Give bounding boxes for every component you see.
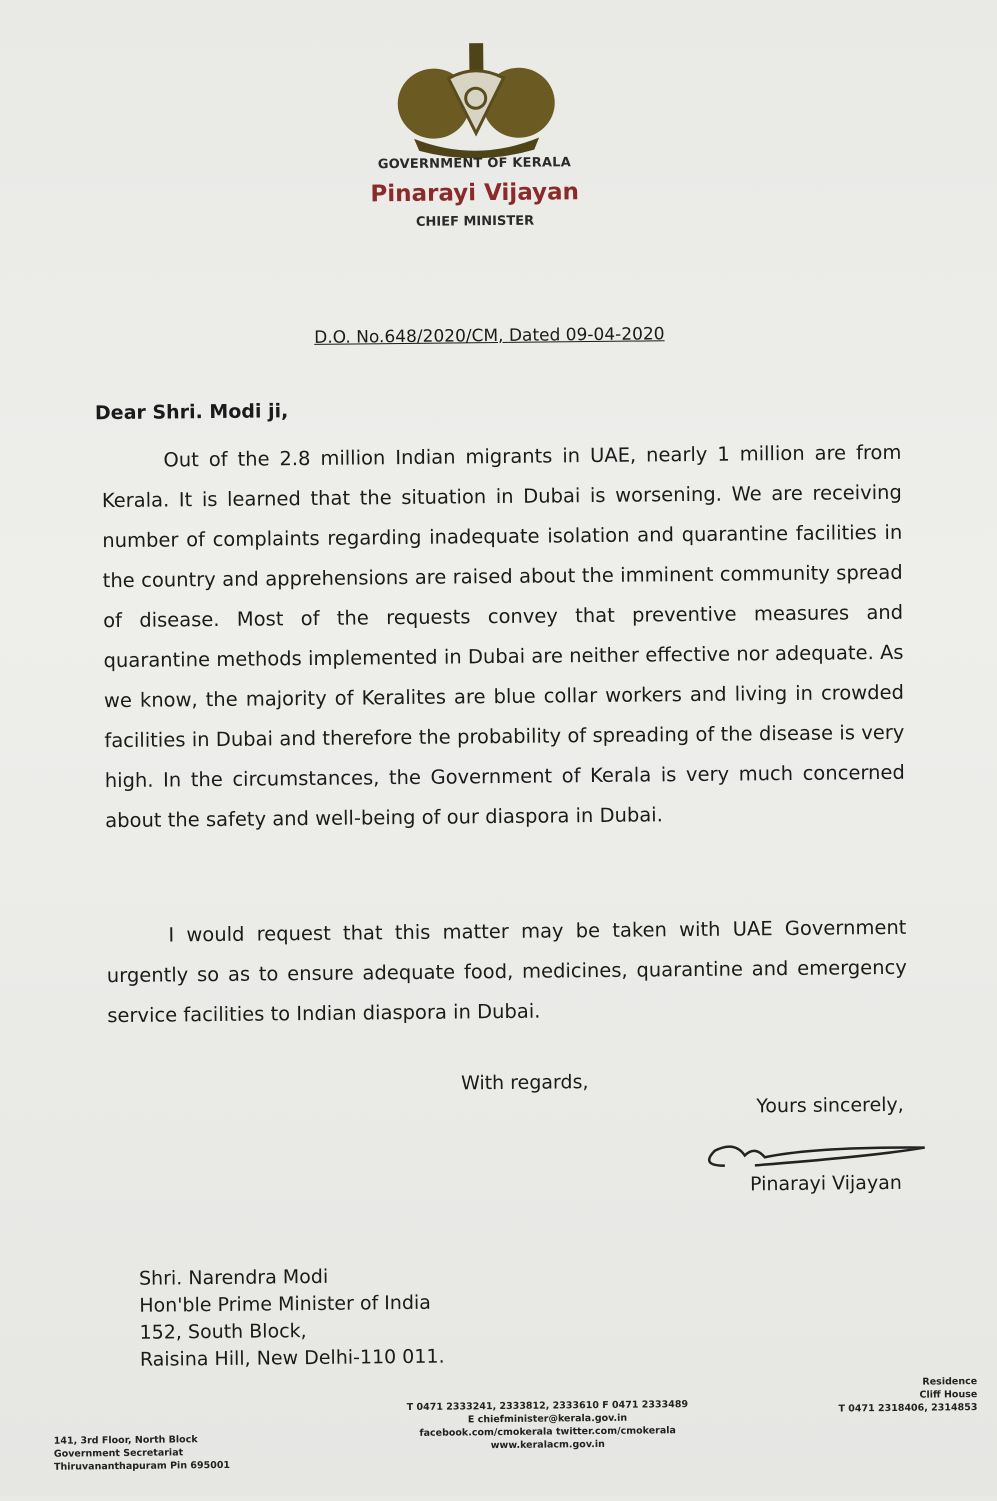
- body-paragraph-1: Out of the 2.8 million Indian migrants in UAE, nearly 1 million are from Kerala. It is learned that the situation in Dubai is worsening. We are receiving number of complaints regarding inadequate isolation and quarantine facilities in the country and apprehensions are raised about the imminent community spread of disease. Most of the requests convey that preventive measures and quarantine methods implemented in Dubai are neither effective nor adequate. As we know, the majority of Keralites are blue collar workers and living in crowded facilities in Dubai and therefore the probability of spreading of the disease is very high. In the circumstances, the Government of Kerala is very much concerned about the safety and well-being of our diaspora in Dubai.: [101, 440, 905, 833]
- reference-number: D.O. No.648/2020/CM, Dated 09-04-2020: [314, 324, 665, 348]
- footer-contact: [387, 1398, 708, 1453]
- closing-regards: With regards,: [460, 1071, 589, 1095]
- contact-email: E chiefminister@kerala.gov.in: [467, 1412, 628, 1426]
- contact-social: facebook.com/cmokerala twitter.com/cmokerala: [419, 1425, 676, 1439]
- contact-phone: T 0471 2333241, 2333812, 2333610 F 0471 2333489: [406, 1399, 689, 1414]
- footer-residence: [827, 1375, 977, 1416]
- body-paragraph-2: I would request that this matter may be taken with UAE Government urgently so as to ensure adequate food, medicines, quarantine and emergency service facilities to Indian diaspora in Dubai.: [106, 915, 907, 1028]
- chief-minister-name: Pinarayi Vijayan: [370, 179, 580, 208]
- residence-label: Residence: [922, 1376, 978, 1388]
- recipient-address: [139, 1263, 445, 1374]
- government-name: GOVERNMENT OF KERALA: [377, 155, 572, 173]
- contact-website: www.keralacm.gov.in: [490, 1438, 605, 1452]
- recipient-street: 152, South Block,: [139, 1320, 307, 1344]
- chief-minister-title: CHIEF MINISTER: [415, 213, 535, 230]
- recipient-title: Hon'ble Prime Minister of India: [139, 1291, 431, 1317]
- residence-phone: T 0471 2318406, 2314853: [838, 1402, 978, 1415]
- recipient-name: Shri. Narendra Modi: [138, 1265, 329, 1290]
- signatory-name: Pinarayi Vijayan: [749, 1171, 902, 1196]
- closing-sincerely: Yours sincerely,: [756, 1093, 904, 1118]
- kerala-emblem-icon: [393, 37, 559, 159]
- recipient-city: Raisina Hill, New Delhi-110 011.: [139, 1345, 445, 1371]
- footer-office-address: [54, 1433, 230, 1474]
- office-line: Thiruvananthapuram Pin 695001: [53, 1459, 231, 1473]
- office-line: Government Secretariat: [53, 1447, 184, 1460]
- office-line: 141, 3rd Floor, North Block: [53, 1434, 198, 1447]
- residence-name: Cliff House: [919, 1389, 978, 1401]
- salutation: Dear Shri. Modi ji,: [94, 400, 289, 425]
